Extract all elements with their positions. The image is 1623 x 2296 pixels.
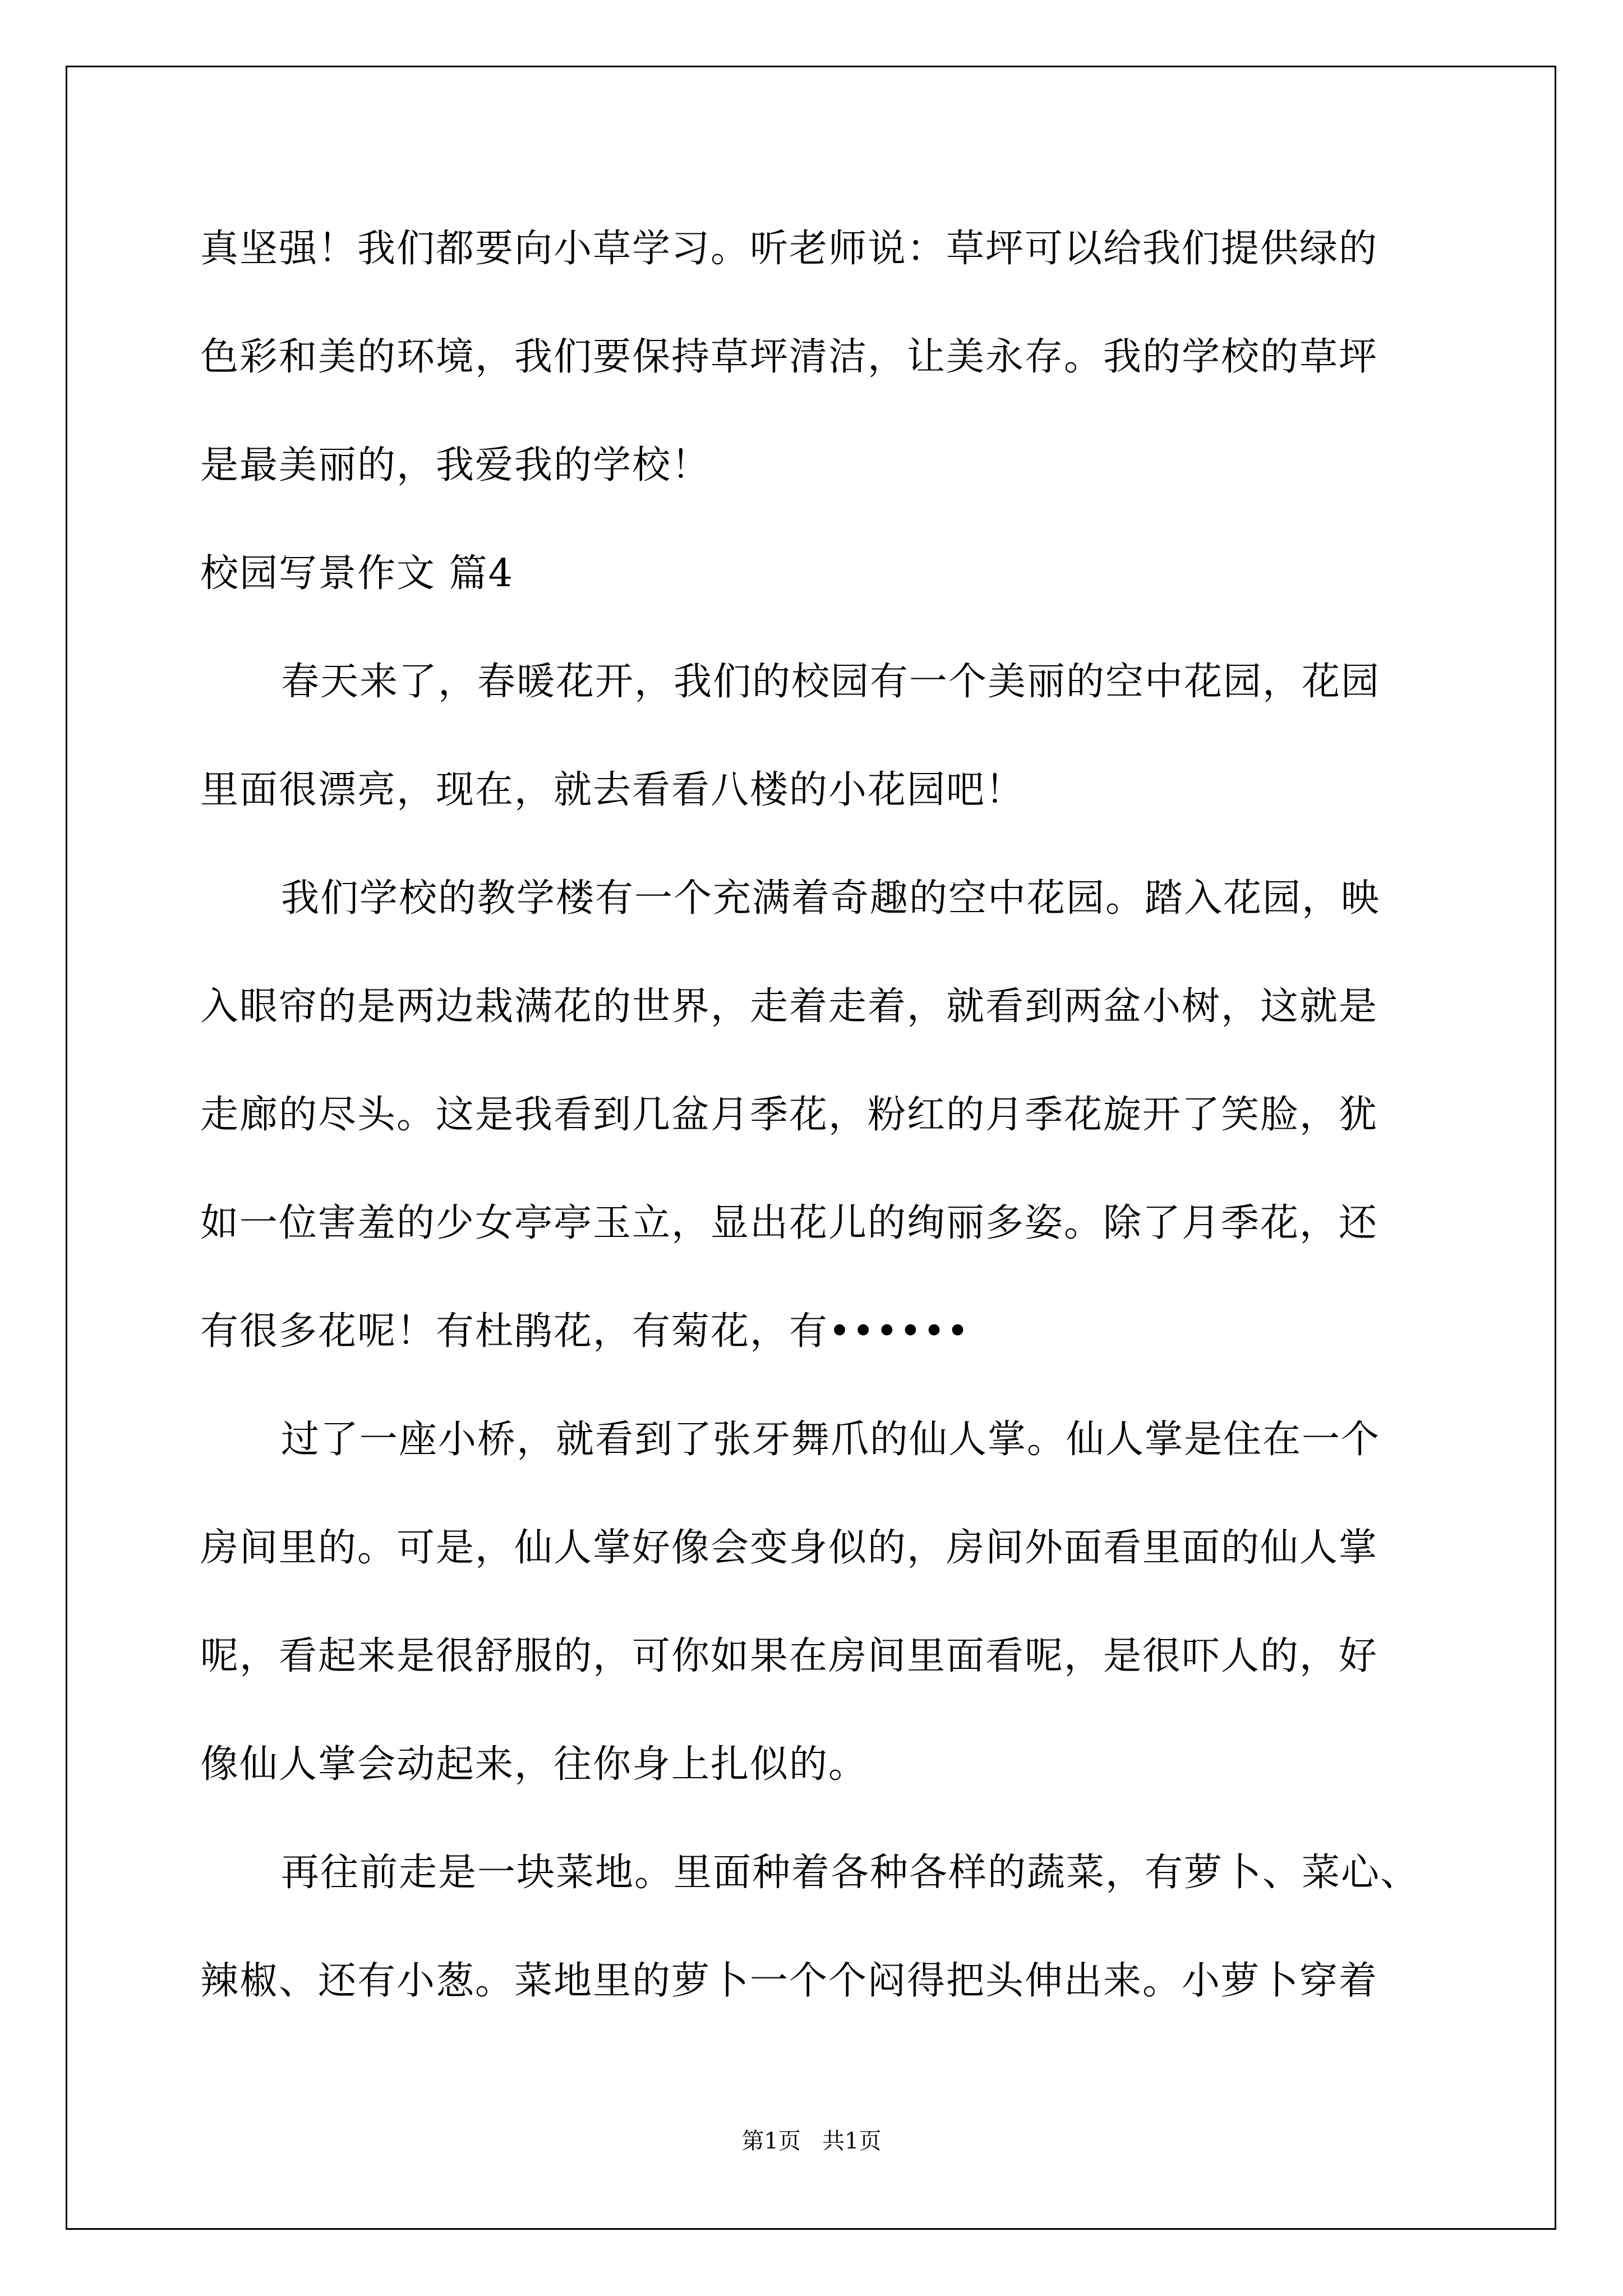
text-line: 真坚强！我们都要向小草学习。听老师说：草坪可以给我们提供绿的 (200, 227, 1378, 271)
text-line: 再往前走是一块菜地。里面种着各种各样的蔬菜，有萝卜、菜心、 (281, 1851, 1420, 1895)
text-line: 春天来了，春暖花开，我们的校园有一个美丽的空中花园，花园 (281, 660, 1381, 704)
text-line: 有很多花呢！有杜鹃花，有菊花，有•••••• (200, 1309, 970, 1354)
text-line: 里面很漂亮，现在，就去看看八楼的小花园吧！ (200, 768, 1025, 812)
text-line: 是最美丽的，我爱我的学校！ (200, 443, 711, 487)
text-line: 我们学校的教学楼有一个充满着奇趣的空中花园。踏入花园，映 (281, 876, 1381, 921)
page-footer: 第1页 共1页 (741, 2128, 882, 2154)
text-line: 过了一座小桥，就看到了张牙舞爪的仙人掌。仙人掌是住在一个 (281, 1418, 1381, 1462)
text-line: 走廊的尽头。这是我看到几盆月季花，粉红的月季花旋开了笑脸，犹 (200, 1093, 1378, 1137)
text-line: 辣椒、还有小葱。菜地里的萝卜一个个闷得把头伸出来。小萝卜穿着 (200, 1959, 1378, 2003)
text-line: 房间里的。可是，仙人掌好像会变身似的，房间外面看里面的仙人掌 (200, 1526, 1378, 1570)
text-line: 像仙人掌会动起来，往你身上扎似的。 (200, 1742, 868, 1787)
section-heading: 校园写景作文 篇4 (200, 551, 514, 596)
text-line: 如一位害羞的少女亭亭玉立，显出花儿的绚丽多姿。除了月季花，还 (200, 1201, 1378, 1245)
text-line: 色彩和美的环境，我们要保持草坪清洁，让美永存。我的学校的草坪 (200, 335, 1378, 379)
text-line: 呢，看起来是很舒服的，可你如果在房间里面看呢，是很吓人的，好 (200, 1634, 1378, 1678)
text-line: 入眼帘的是两边栽满花的世界，走着走着，就看到两盆小树，这就是 (200, 984, 1378, 1029)
page-border (66, 66, 1556, 2230)
